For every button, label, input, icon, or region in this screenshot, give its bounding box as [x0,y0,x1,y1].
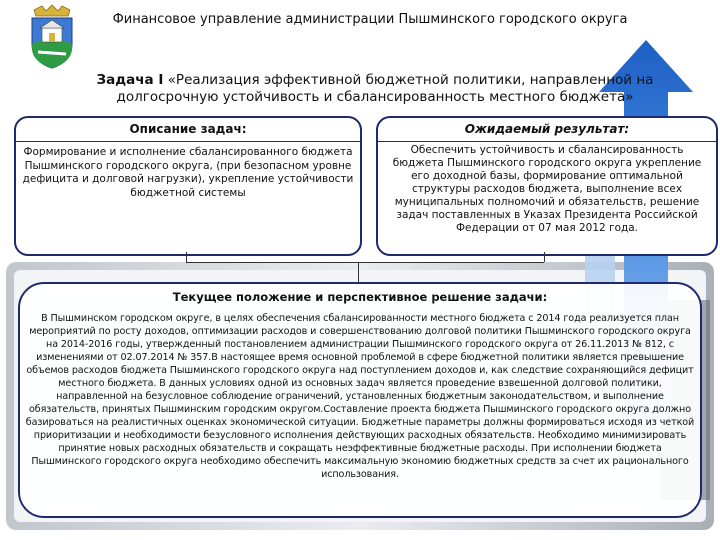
connector-line [186,262,544,263]
description-body: Формирование и исполнение сбалансированного бюджета Пышминского городского округа, (при безопасном уровне дефицита и долговой нагрузки), укрепление устойчивости бюджетной системы [22,146,354,199]
task-description-box [14,116,362,256]
current-situation-box [18,282,702,518]
connector-line [186,252,187,262]
task-title [90,72,660,106]
header-title: Финансовое управление администрации Пышминского городского округа [112,12,628,27]
current-heading: Текущее положение и перспективное решение задачи: [172,290,548,304]
description-heading: Описание задач: [129,122,247,136]
coat-of-arms-icon [28,4,76,70]
task-label: Задача I [96,72,164,88]
result-divider [378,141,716,142]
description-divider [16,141,360,142]
connector-line [544,252,545,262]
current-body: В Пышминском городском округе, в целях обеспечения сбалансированности местного бюджета с 2014 года реализуется план мероприятий по росту доходов, оптимизации расходов и совершенствованию долговой политики Пышминского городского округа на 2014-2016 годы, утвержденный постановлением администрации Пышминского городского округа от 26.11.2013 № 812, с изменениями от 02.07.2014 № 357.В настоящее время основной проблемой в сфере бюджетной политики является превышение объемов расходов бюджета Пышминского городского округа над поступлением доходов и, как следствие сохраняющийся дефицит местного бюджета. В данных условиях одной из основных задач является проведение взвешенной долговой политики, направленной на безусловное соблюдение ограничений, установленных бюджетным законодательством, и выполнение обязательств, принятых Пышминским городским округом.Составление проекта бюджета Пышминского городского округа должно базироваться на реалистичных оценках экономической ситуации. Бюджетные параметры должны формироваться исходя из четкой приоритизации и необходимости безусловного исполнения действующих расходных обязательств. Необходимо минимизировать принятие новых расходных обязательств и сокращать неэффективные бюджетные расходы. При исполнении бюджета Пышминского городского округа необходимо обеспечить максимальную экономию бюджетных средств за счет их рационального использования. [25,313,695,480]
expected-result-box [376,116,718,256]
result-body: Обеспечить устойчивость и сбалансированность бюджета Пышминского городского округа укрепление его доходной базы, формирование оптимальной структуры расходов бюджета, выполнение всех муниципальных полномочий и обязательств, решение задач поставленных в Указах Президента Российской Федерации от 07 мая 2012 года. [392,144,702,234]
connector-line [358,262,359,282]
task-text: «Реализация эффективной бюджетной политики, направленной на долгосрочную устойчивость и сбалансированность местного бюджета» [116,72,654,105]
result-heading: Ожидаемый результат: [464,122,630,136]
